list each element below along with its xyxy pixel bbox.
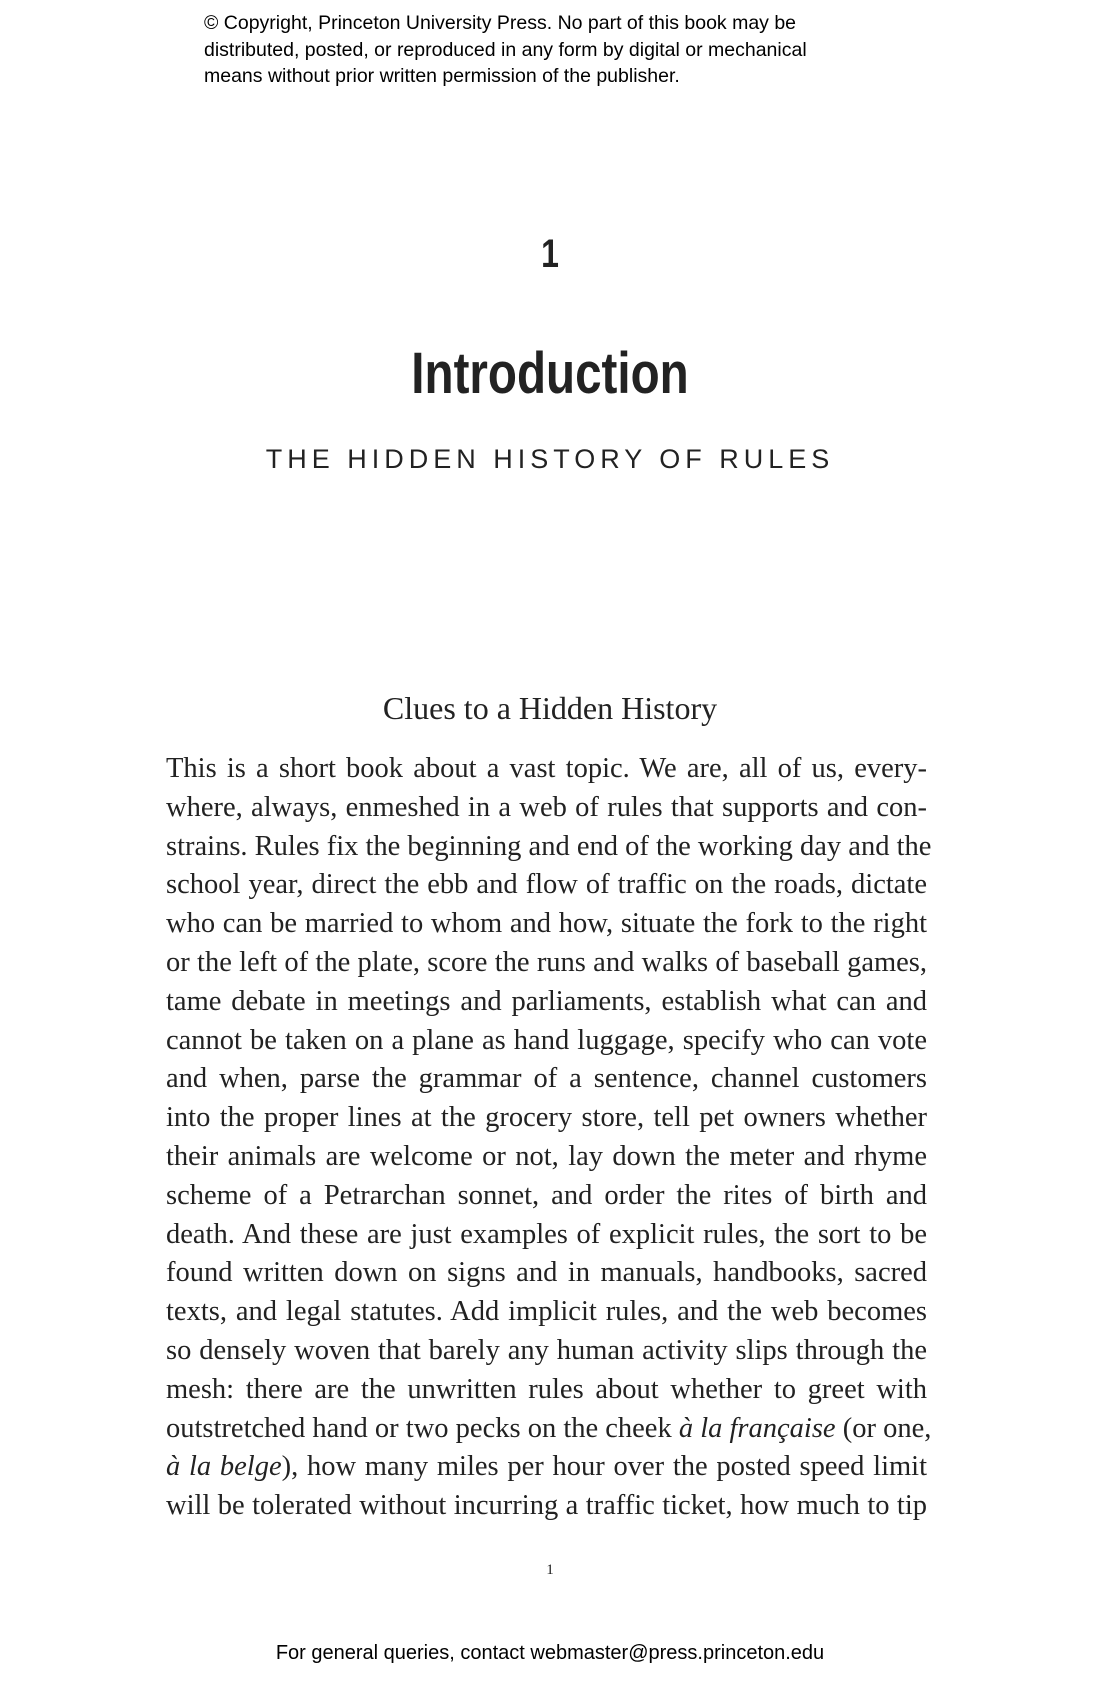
body-line: where, always, enmeshed in a web of rules that supports and con-	[166, 791, 927, 823]
body-line: school year, direct the ebb and flow of traffic on the roads, dictate	[166, 869, 927, 901]
copyright-line: means without prior written permission of the publisher.	[204, 65, 680, 87]
body-line: tame debate in meetings and parliaments, establish what can and	[166, 985, 927, 1017]
copyright-line: distributed, posted, or reproduced in any form by digital or mechanical	[204, 38, 807, 61]
body-line: their animals are welcome or not, lay down the meter and rhyme	[166, 1140, 927, 1172]
chapter-subtitle: THE HIDDEN HISTORY OF RULES	[265, 444, 835, 474]
body-line: so densely woven that barely any human activity slips through the	[166, 1334, 927, 1366]
body-line	[166, 1448, 927, 1487]
section-heading: Clues to a Hidden History	[382, 690, 718, 726]
body-line: texts, and legal statutes. Add implicit rules, and the web becomes	[166, 1296, 927, 1328]
body-line: and when, parse the grammar of a sentence, channel customers	[166, 1063, 927, 1095]
body-line: scheme of a Petrarchan sonnet, and order the rites of birth and	[166, 1179, 927, 1211]
italic-phrase: à la belge	[166, 1451, 282, 1483]
body-text	[166, 750, 932, 1526]
body-line: strains. Rules fix the beginning and end of the working day and the	[166, 830, 932, 862]
body-line: death. And these are just examples of explicit rules, the sort to be	[166, 1218, 927, 1250]
text: (or one,	[835, 1412, 932, 1444]
text: outstretched hand or two pecks on the cheek	[166, 1412, 679, 1444]
body-line: or the left of the plate, score the runs and walks of baseball games,	[166, 946, 927, 978]
copyright-notice	[204, 10, 807, 90]
footer-contact: For general queries, contact webmaster@press.princeton.edu	[275, 1642, 825, 1664]
body-line: found written down on signs and in manuals, handbooks, sacred	[166, 1257, 927, 1289]
text: ), how many miles per hour over the posted speed limit	[281, 1451, 927, 1483]
italic-phrase: à la française	[678, 1412, 836, 1444]
body-line	[166, 1410, 932, 1449]
body-line: This is a short book about a vast topic. We are, all of us, every-	[166, 753, 927, 784]
page-number: 1	[546, 1562, 554, 1578]
body-line: will be tolerated without incurring a traffic ticket, how much to tip	[166, 1490, 927, 1522]
chapter-title: Introduction	[411, 341, 689, 406]
chapter-number: 1	[541, 232, 559, 276]
body-line: mesh: there are the unwritten rules about whether to greet with	[166, 1373, 927, 1405]
copyright-line: © Copyright, Princeton University Press. No part of this book may be	[204, 12, 797, 34]
body-line: into the proper lines at the grocery store, tell pet owners whether	[166, 1102, 927, 1134]
body-line: cannot be taken on a plane as hand luggage, specify who can vote	[166, 1024, 927, 1056]
body-line: who can be married to whom and how, situate the fork to the right	[166, 908, 927, 940]
